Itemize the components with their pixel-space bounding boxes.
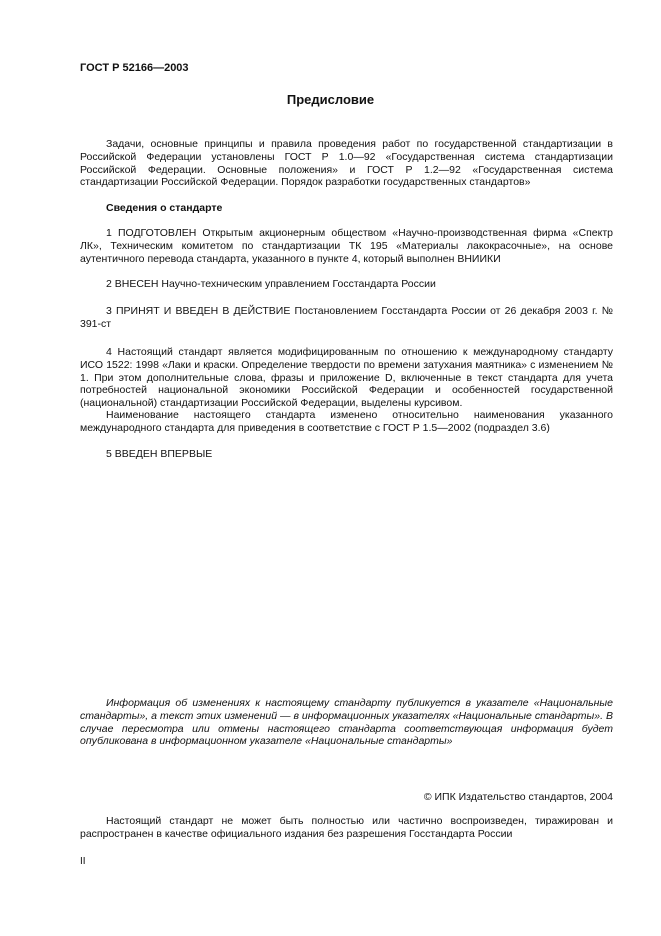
section-subheading: Сведения о стандарте: [106, 202, 223, 214]
item-adopted: 3 ПРИНЯТ И ВВЕДЕН В ДЕЙСТВИЕ Постановлением Госстандарта России от 26 декабря 2003 г. № 391-ст: [80, 305, 613, 330]
intro-paragraph: Задачи, основные принципы и правила проведения работ по государственной стандартизации в Российской Федерации установлены ГОСТ Р 1.0—92 «Государственная система стандартизации Российской Федерации. Основные положения» и ГОСТ Р 1.2—92 «Государственная система стандартизации Российской Федерации. Порядок разработки государственных стандартов»: [80, 138, 613, 189]
document-code: ГОСТ Р 52166—2003: [80, 62, 189, 74]
item-modified: 4 Настоящий стандарт является модифицированным по отношению к международному стандарту ИСО 1522: 1998 «Лаки и краски. Определение твердости по времени затухания маятника» с изменением № 1. При этом дополнительные слова, фразы и приложение D, включенные в текст стандарта для учета потребностей национальной экономики Российской Федерации и особенностей государственной (национальной) стандартизации Российской Федерации, выделены курсивом.: [80, 346, 613, 410]
item-prepared: 1 ПОДГОТОВЛЕН Открытым акционерным обществом «Научно-производственная фирма «Спектр ЛК», Техническим комитетом по стандартизации ТК 195 «Материалы лакокрасочные», на основе аутентичного перевода стандарта, указанного в пункте 4, который выполнен ВНИИКИ: [80, 227, 613, 265]
item-submitted: 2 ВНЕСЕН Научно-техническим управлением Госстандарта России: [106, 278, 436, 290]
page-title: Предисловие: [286, 92, 375, 107]
page-number: II: [80, 856, 86, 867]
item-title-change: Наименование настоящего стандарта изменено относительно наименования указанного международного стандарта для приведения в соответствие с ГОСТ Р 1.5—2002 (подраздел 3.6): [80, 409, 613, 434]
item-introduced: 5 ВВЕДЕН ВПЕРВЫЕ: [106, 448, 213, 460]
reproduction-restriction: Настоящий стандарт не может быть полностью или частично воспроизведен, тиражирован и распространен в качестве официального издания без разрешения Госстандарта России: [80, 815, 613, 840]
copyright-line: © ИПК Издательство стандартов, 2004: [423, 791, 613, 803]
changes-notice: Информация об изменениях к настоящему стандарту публикуется в указателе «Национальные стандарты», а текст этих изменений — в информационных указателях «Национальные стандарты». В случае пересмотра или отмены настоящего стандарта соответствующая информация будет опубликована в информационном указателе «Национальные стандарты»: [80, 697, 613, 748]
